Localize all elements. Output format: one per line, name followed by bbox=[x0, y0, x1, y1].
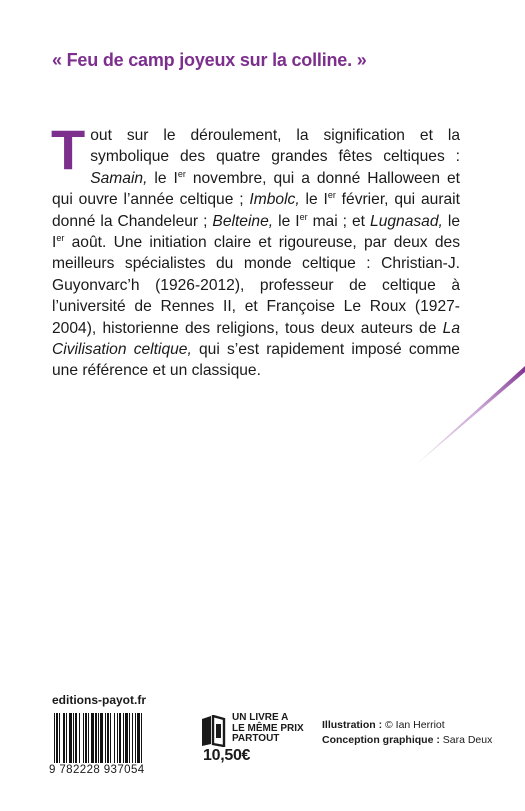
barcode-icon bbox=[52, 713, 192, 763]
blurb-text: le I bbox=[299, 191, 328, 209]
tagline-quote: « Feu de camp joyeux sur la colline. » bbox=[52, 50, 367, 70]
badge-line: PARTOUT bbox=[232, 733, 280, 744]
back-cover-blurb bbox=[51, 118, 460, 382]
festival-samain: Samain, bbox=[90, 169, 148, 187]
book-title: La Civilisation celtique, bbox=[52, 319, 460, 359]
credit-illustration bbox=[322, 718, 502, 733]
book-price-logo-icon bbox=[200, 715, 226, 747]
blurb-text: le I bbox=[273, 212, 300, 230]
blurb-text: février, qui aurait donné la Chandeleur ; bbox=[52, 191, 460, 230]
ordinal-superscript: er bbox=[56, 233, 65, 244]
credit-design bbox=[322, 733, 502, 748]
blurb-text: août. Une initiation claire et rigoureuse, par deux des meilleurs spécialistes du monde celtique : Christian-J. Guyonvarc’h (1926-2012), professeur de celtique à l’université de Rennes II, et Françoise Le Roux (1927-2004), historienne des religions, tous deux auteurs de bbox=[52, 234, 460, 337]
ordinal-superscript: er bbox=[177, 168, 186, 179]
isbn-digits: 9 782228 937054 bbox=[49, 764, 145, 776]
festival-imbolc: Imbolc, bbox=[249, 191, 300, 209]
blurb-text: le I bbox=[52, 212, 460, 252]
festival-lugnasad: Lugnasad, bbox=[370, 212, 443, 230]
blurb-text: le I bbox=[147, 169, 178, 187]
price: 10,50€ bbox=[203, 747, 251, 764]
publisher-website[interactable]: editions-payot.fr bbox=[52, 693, 147, 707]
credit-label: Illustration : bbox=[322, 719, 383, 731]
credits bbox=[322, 718, 502, 748]
credit-label: Conception graphique : bbox=[322, 734, 440, 746]
credit-value: © Ian Herriot bbox=[382, 719, 445, 731]
festival-belteine: Belteine, bbox=[212, 212, 274, 230]
blurb-text: mai ; et bbox=[307, 212, 371, 230]
fixed-price-badge bbox=[232, 713, 312, 745]
drop-cap: T bbox=[51, 118, 86, 181]
blurb-text: qui s’est rapidement imposé comme une référence et un classique. bbox=[52, 341, 460, 380]
credit-value: Sara Deux bbox=[439, 734, 493, 746]
badge-line: UN LIVRE A bbox=[232, 712, 289, 723]
badge-line: LE MÊME PRIX bbox=[232, 722, 304, 734]
ordinal-superscript: er bbox=[299, 211, 308, 222]
ordinal-superscript: er bbox=[327, 190, 336, 201]
blurb-text: out sur le déroulement, la signification et la symbolique des quatre grandes fêtes celtiques : bbox=[90, 127, 460, 166]
blurb-text: novembre, qui a donné Halloween et qui ouvre l’année celtique ; bbox=[52, 169, 460, 209]
